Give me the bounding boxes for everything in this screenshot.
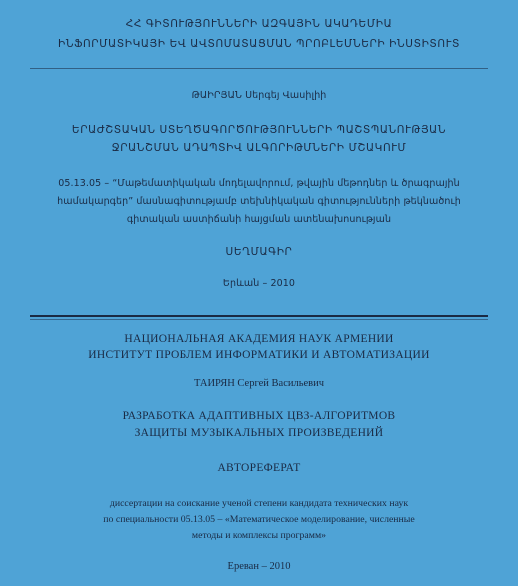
armenian-title-line-2: ՋՐԱՆՇՄԱՆ ԱԴԱՊՏԻՎ ԱԼԳՈՐԻԹՄՆԵՐԻ ՄՇԱԿՈՒՄ: [111, 142, 407, 154]
russian-document-type: АВТОРЕФЕРАТ: [217, 462, 301, 474]
middle-divider: [30, 315, 488, 317]
russian-academy-name: НАЦИОНАЛЬНАЯ АКАДЕМИЯ НАУК АРМЕНИИ: [124, 333, 394, 345]
russian-title-line-1: РАЗРАБОТКА АДАПТИВНЫХ ЦВЗ-АЛГОРИТМОВ: [122, 410, 396, 422]
russian-description-line-2: по специальности 05.13.05 – «Математическое моделирование, численные: [103, 514, 415, 525]
armenian-author-name: ԹԱԻՐՅԱՆ Սերգեյ Վասիլիի: [191, 90, 327, 101]
armenian-academy-name: ՀՀ ԳԻՏՈՒԹՅՈՒՆՆԵՐԻ ԱԶԳԱՅԻՆ ԱԿԱԴԵՄԻԱ: [125, 18, 393, 30]
russian-description-line-3: методы и комплексы программ»: [191, 530, 327, 541]
middle-divider-secondary: [30, 319, 488, 320]
armenian-specialty-line-3: գիտական աստիճանի հայցման ատենախոսության: [126, 214, 392, 225]
armenian-specialty-line-2: համակարգեր” մասնագիտությամբ տեխնիկական գիտությունների թեկնածուի: [57, 196, 461, 207]
armenian-document-type: ՍԵՂՄԱԳԻՐ: [225, 246, 293, 258]
russian-description-line-1: диссертации на соискание ученой степени кандидата технических наук: [109, 498, 409, 509]
armenian-institute-name: ԻՆՖՈՐՄԱՏԻԿԱՅԻ ԵՎ ԱՎՏՈՄԱՏԱՑՄԱՆ ՊՐՈԲԼԵՄՆԵՐԻ ԻՆՍՏԻՏՈՒՏ: [58, 38, 460, 50]
top-divider: [30, 68, 488, 69]
russian-author-name: ТАИРЯН Сергей Васильевич: [193, 378, 325, 389]
russian-title-line-2: ЗАЩИТЫ МУЗЫКАЛЬНЫХ ПРОИЗВЕДЕНИЙ: [134, 427, 384, 439]
armenian-title-line-1: ԵՐԱԺՇՏԱԿԱՆ ՍՏԵՂԾԱԳՈՐԾՈՒԹՅՈՒՆՆԵՐԻ ՊԱՇՏՊԱՆՈՒԹՅԱՆ: [71, 124, 447, 136]
armenian-specialty-line-1: 05.13.05 – “Մաթեմատիկական մոդելավորում, թվային մեթոդներ և ծրագրային: [58, 178, 460, 189]
armenian-city-year: Երևան – 2010: [222, 278, 296, 289]
russian-city-year: Ереван – 2010: [227, 561, 291, 572]
russian-institute-name: ИНСТИТУТ ПРОБЛЕМ ИНФОРМАТИКИ И АВТОМАТИЗАЦИИ: [88, 349, 430, 361]
